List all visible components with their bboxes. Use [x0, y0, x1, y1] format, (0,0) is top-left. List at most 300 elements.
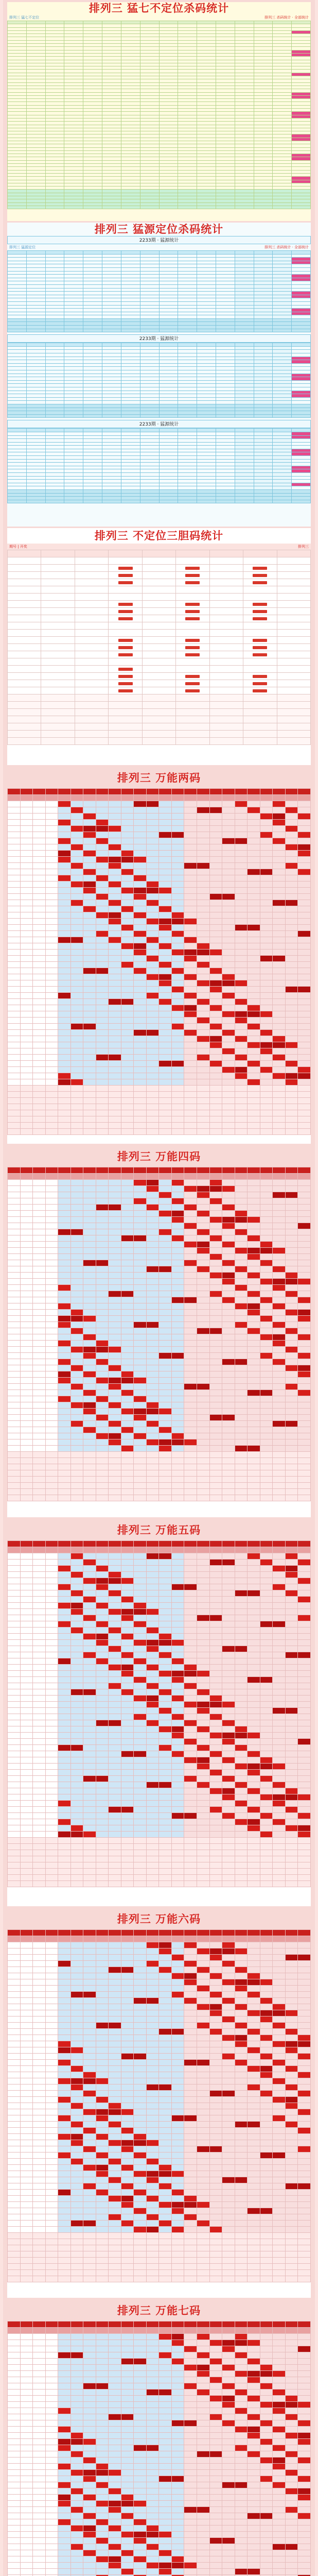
table-cell — [70, 1359, 83, 1365]
table-row — [8, 275, 311, 278]
table-cell — [64, 432, 83, 435]
table-cell — [8, 1129, 21, 1135]
table-cell — [121, 1011, 134, 1018]
table-cell — [178, 326, 197, 329]
table-cell — [222, 832, 235, 838]
table-cell — [134, 801, 147, 807]
table-row — [8, 480, 311, 483]
table-cell — [102, 486, 121, 490]
table-cell — [254, 318, 273, 322]
table-cell — [216, 284, 235, 288]
table-cell — [8, 1205, 21, 1211]
table-cell — [171, 1123, 184, 1129]
table-cell — [298, 943, 311, 950]
table-row — [8, 987, 311, 993]
table-cell — [8, 1402, 21, 1409]
table-cell — [159, 429, 178, 432]
table-cell — [178, 473, 197, 477]
table-cell — [8, 292, 27, 295]
table-cell — [58, 1217, 71, 1223]
table-cell — [273, 486, 292, 490]
table-cell — [45, 271, 64, 275]
table-cell — [159, 1186, 172, 1192]
table-cell — [45, 1334, 58, 1341]
sub-header-b: 2233期 · 猛源统计 — [7, 334, 311, 343]
table-cell — [273, 1011, 286, 1018]
table-cell — [216, 456, 235, 460]
table-cell — [248, 1186, 260, 1192]
table-row — [8, 1248, 311, 1254]
table-cell — [285, 1018, 298, 1024]
table-cell — [171, 1378, 184, 1384]
table-row — [8, 1186, 311, 1192]
table-cell — [273, 466, 292, 469]
table-cell — [222, 919, 235, 925]
table-cell — [146, 851, 159, 857]
table-cell — [209, 651, 243, 658]
table-cell — [235, 480, 254, 483]
table-cell — [184, 925, 197, 931]
table-row — [8, 380, 311, 384]
table-cell — [121, 264, 140, 268]
table-cell — [248, 1371, 260, 1378]
table-cell — [109, 882, 121, 888]
table-cell — [243, 594, 277, 601]
table-cell — [45, 1079, 58, 1086]
table-cell — [70, 1030, 83, 1036]
table-cell — [96, 1167, 109, 1174]
table-cell — [58, 980, 71, 987]
table-cell — [70, 1116, 83, 1123]
table-cell — [121, 1285, 134, 1291]
table-cell — [134, 832, 147, 838]
table-cell — [20, 1303, 33, 1310]
table-cell — [197, 1129, 209, 1135]
table-cell — [184, 1328, 197, 1334]
table-cell — [171, 838, 184, 844]
table-cell — [171, 1129, 184, 1135]
table-cell — [121, 1421, 134, 1427]
table-cell — [222, 844, 235, 851]
table-cell — [102, 360, 121, 364]
table-cell — [260, 1055, 273, 1061]
table-cell — [184, 875, 197, 882]
table-cell — [285, 1211, 298, 1217]
table-cell — [248, 931, 260, 937]
table-cell — [96, 1427, 109, 1433]
table-cell — [216, 292, 235, 295]
table-cell — [222, 1024, 235, 1030]
table-cell — [33, 1378, 46, 1384]
table-cell — [146, 882, 159, 888]
table-cell — [96, 1384, 109, 1390]
table-cell — [109, 1334, 121, 1341]
table-cell — [260, 1260, 273, 1266]
table-cell — [197, 1254, 209, 1260]
table-cell — [260, 857, 273, 863]
table-cell — [248, 980, 260, 987]
table-cell — [285, 1291, 298, 1297]
table-cell — [235, 832, 248, 838]
table-cell — [20, 1229, 33, 1235]
table-cell — [197, 882, 209, 888]
table-cell — [64, 456, 83, 460]
table-cell — [248, 1297, 260, 1303]
table-cell — [96, 832, 109, 838]
table-cell — [222, 1427, 235, 1433]
table-cell — [134, 1092, 147, 1098]
table-cell — [121, 404, 140, 408]
table-cell — [159, 1073, 172, 1079]
table-cell — [197, 292, 216, 295]
table-cell — [235, 1242, 248, 1248]
table-cell — [222, 1328, 235, 1334]
table-cell — [298, 1390, 311, 1396]
table-cell — [70, 1310, 83, 1316]
table-cell — [298, 844, 311, 851]
table-cell — [41, 702, 75, 709]
table-cell — [64, 429, 83, 432]
table-cell — [140, 353, 159, 357]
table-cell — [248, 844, 260, 851]
table-cell — [285, 1254, 298, 1260]
table-cell — [8, 429, 27, 432]
table-cell — [273, 919, 286, 925]
table-cell — [298, 1092, 311, 1098]
table-row — [8, 738, 311, 745]
table-cell — [235, 1409, 248, 1415]
table-cell — [146, 807, 159, 814]
table-cell — [222, 1409, 235, 1415]
table-cell — [8, 459, 27, 463]
table-cell — [178, 483, 197, 486]
table-cell — [171, 1316, 184, 1322]
table-cell — [140, 463, 159, 466]
table-cell — [121, 360, 140, 364]
table-cell — [222, 1116, 235, 1123]
table-cell — [33, 1242, 46, 1248]
table-cell — [109, 943, 121, 950]
table-cell — [273, 1297, 286, 1303]
table-cell — [254, 350, 273, 353]
table-row — [8, 557, 311, 565]
table-cell — [83, 480, 102, 483]
table-cell — [184, 1011, 197, 1018]
table-cell — [96, 1347, 109, 1353]
table-cell — [8, 500, 27, 503]
table-cell — [171, 1092, 184, 1098]
table-cell — [260, 1167, 273, 1174]
table-cell — [75, 557, 108, 565]
table-cell — [134, 1042, 147, 1048]
table-cell — [58, 1129, 71, 1135]
table-row — [8, 838, 311, 844]
table-cell — [142, 615, 175, 622]
table-row — [8, 301, 311, 305]
table-cell — [96, 1024, 109, 1030]
table-cell — [121, 882, 134, 888]
table-cell — [8, 937, 21, 943]
table-cell — [121, 497, 140, 500]
table-cell — [235, 1421, 248, 1427]
table-cell — [243, 601, 277, 608]
table-cell — [178, 391, 197, 394]
table-cell — [83, 1104, 96, 1110]
table-cell — [83, 439, 102, 443]
table-cell — [197, 1402, 209, 1409]
table-cell — [70, 919, 83, 925]
table-cell — [197, 1291, 209, 1297]
table-cell — [83, 258, 102, 261]
table-cell — [197, 931, 209, 937]
table-cell — [26, 476, 45, 480]
table-cell — [70, 999, 83, 1005]
table-cell — [109, 962, 121, 968]
table-cell — [222, 1341, 235, 1347]
table-cell — [273, 459, 292, 463]
table-cell — [159, 1086, 172, 1092]
table-cell — [121, 863, 134, 869]
table-cell — [285, 1174, 298, 1180]
table-cell — [235, 844, 248, 851]
table-cell — [121, 1378, 134, 1384]
table-row — [8, 1303, 311, 1310]
table-cell — [45, 814, 58, 820]
table-cell — [146, 1086, 159, 1092]
table-cell — [8, 1322, 21, 1328]
table-cell — [140, 367, 159, 370]
table-cell — [8, 851, 21, 857]
table-cell — [121, 906, 134, 912]
hit-marker — [253, 682, 267, 685]
table-cell — [75, 594, 108, 601]
table-row — [8, 318, 311, 322]
table-cell — [159, 1180, 172, 1186]
table-cell — [178, 459, 197, 463]
table-cell — [20, 1378, 33, 1384]
table-cell — [83, 387, 102, 391]
table-cell — [184, 1086, 197, 1092]
table-row — [8, 377, 311, 381]
table-cell — [45, 1011, 58, 1018]
table-cell — [142, 608, 175, 615]
table-cell — [292, 343, 311, 347]
table-cell — [20, 1223, 33, 1229]
table-cell — [26, 486, 45, 490]
table-cell — [70, 1211, 83, 1217]
table-cell — [159, 408, 178, 411]
table-cell — [209, 987, 222, 993]
table-cell — [45, 844, 58, 851]
table-cell — [197, 1273, 209, 1279]
table-cell — [209, 1427, 222, 1433]
table-cell — [184, 1061, 197, 1067]
table-cell — [184, 1073, 197, 1079]
table-cell — [41, 716, 75, 723]
table-cell — [254, 394, 273, 398]
table-cell — [45, 1415, 58, 1421]
table-cell — [96, 1285, 109, 1291]
table-cell — [209, 1433, 222, 1439]
table-row — [8, 894, 311, 900]
table-cell — [254, 387, 273, 391]
table-cell — [109, 1359, 121, 1365]
table-cell — [260, 1061, 273, 1067]
table-cell — [64, 264, 83, 268]
table-cell — [285, 1079, 298, 1086]
table-cell — [8, 863, 21, 869]
table-cell — [121, 414, 140, 418]
table-cell — [159, 1011, 172, 1018]
table-cell — [70, 875, 83, 882]
table-cell — [176, 565, 209, 572]
table-cell — [260, 1365, 273, 1371]
table-cell — [197, 312, 216, 315]
table-cell — [140, 439, 159, 443]
table-cell — [140, 326, 159, 329]
table-cell — [222, 968, 235, 974]
table-cell — [254, 411, 273, 415]
table-row — [8, 731, 311, 738]
table-cell — [58, 931, 71, 937]
table-cell — [298, 1042, 311, 1048]
table-cell — [121, 962, 134, 968]
table-cell — [197, 1110, 209, 1116]
table-cell — [140, 429, 159, 432]
table-cell — [184, 1205, 197, 1211]
table-cell — [197, 267, 216, 271]
table-cell — [33, 838, 46, 844]
data-grid — [7, 788, 311, 1135]
table-cell — [197, 251, 216, 255]
table-cell — [260, 838, 273, 844]
table-row — [8, 408, 311, 411]
table-cell — [184, 1180, 197, 1186]
table-cell — [134, 894, 147, 900]
table-cell — [248, 1110, 260, 1116]
table-cell — [273, 1409, 286, 1415]
table-cell — [58, 1110, 71, 1116]
table-cell — [197, 1409, 209, 1415]
table-cell — [146, 1421, 159, 1427]
table-cell — [121, 925, 134, 931]
table-cell — [159, 387, 178, 391]
table-cell — [260, 814, 273, 820]
table-cell — [273, 807, 286, 814]
table-cell — [134, 1427, 147, 1433]
table-cell — [171, 1402, 184, 1409]
table-cell — [96, 1042, 109, 1048]
table-cell — [298, 950, 311, 956]
table-cell — [197, 1396, 209, 1402]
table-cell — [273, 442, 292, 446]
table-cell — [248, 1409, 260, 1415]
table-cell — [96, 894, 109, 900]
table-cell — [8, 894, 21, 900]
table-cell — [248, 1217, 260, 1223]
table-cell — [109, 1297, 121, 1303]
table-cell — [8, 1223, 21, 1229]
table-cell — [243, 557, 277, 565]
table-cell — [96, 851, 109, 857]
table-cell — [64, 350, 83, 353]
table-cell — [83, 1024, 96, 1030]
table-cell — [260, 980, 273, 987]
table-cell — [64, 414, 83, 418]
table-cell — [171, 919, 184, 925]
table-cell — [248, 1024, 260, 1030]
table-cell — [26, 206, 45, 209]
table-cell — [235, 1303, 248, 1310]
table-cell — [235, 1285, 248, 1291]
table-cell — [102, 411, 121, 415]
table-cell — [235, 251, 254, 255]
table-cell — [142, 731, 175, 738]
table-cell — [58, 1205, 71, 1211]
table-cell — [235, 1055, 248, 1061]
table-cell — [235, 380, 254, 384]
table-cell — [298, 1024, 311, 1030]
table-cell — [273, 288, 292, 292]
table-cell — [33, 801, 46, 807]
table-cell — [197, 999, 209, 1005]
table-cell — [159, 264, 178, 268]
table-cell — [273, 435, 292, 439]
table-cell — [20, 937, 33, 943]
table-cell — [45, 367, 64, 370]
table-cell — [134, 1322, 147, 1328]
table-cell — [8, 1229, 21, 1235]
table-cell — [159, 838, 172, 844]
table-cell — [45, 1266, 58, 1273]
table-cell — [197, 442, 216, 446]
table-cell — [134, 1061, 147, 1067]
section-title: 排列三 不定位三胆码统计 — [7, 528, 311, 544]
table-row — [8, 394, 311, 398]
table-cell — [292, 449, 311, 452]
table-cell — [64, 292, 83, 295]
table-cell — [45, 1205, 58, 1211]
table-cell — [254, 284, 273, 288]
table-cell — [171, 1186, 184, 1192]
table-cell — [254, 429, 273, 432]
table-cell — [159, 258, 178, 261]
table-cell — [64, 452, 83, 456]
table-cell — [70, 1396, 83, 1402]
table-cell — [260, 1205, 273, 1211]
table-cell — [140, 271, 159, 275]
table-cell — [8, 999, 21, 1005]
table-cell — [33, 795, 46, 801]
table-cell — [273, 906, 286, 912]
table-cell — [20, 1433, 33, 1439]
table-cell — [109, 1266, 121, 1273]
table-cell — [197, 1365, 209, 1371]
table-cell — [260, 807, 273, 814]
table-cell — [222, 1347, 235, 1353]
table-cell — [64, 353, 83, 357]
table-cell — [134, 999, 147, 1005]
table-cell — [83, 863, 96, 869]
table-cell — [121, 370, 140, 374]
table-cell — [96, 1316, 109, 1322]
table-cell — [159, 1229, 172, 1235]
table-cell — [83, 1371, 96, 1378]
table-cell — [159, 1116, 172, 1123]
table-cell — [292, 312, 311, 315]
table-cell — [243, 731, 277, 738]
table-cell — [83, 882, 96, 888]
